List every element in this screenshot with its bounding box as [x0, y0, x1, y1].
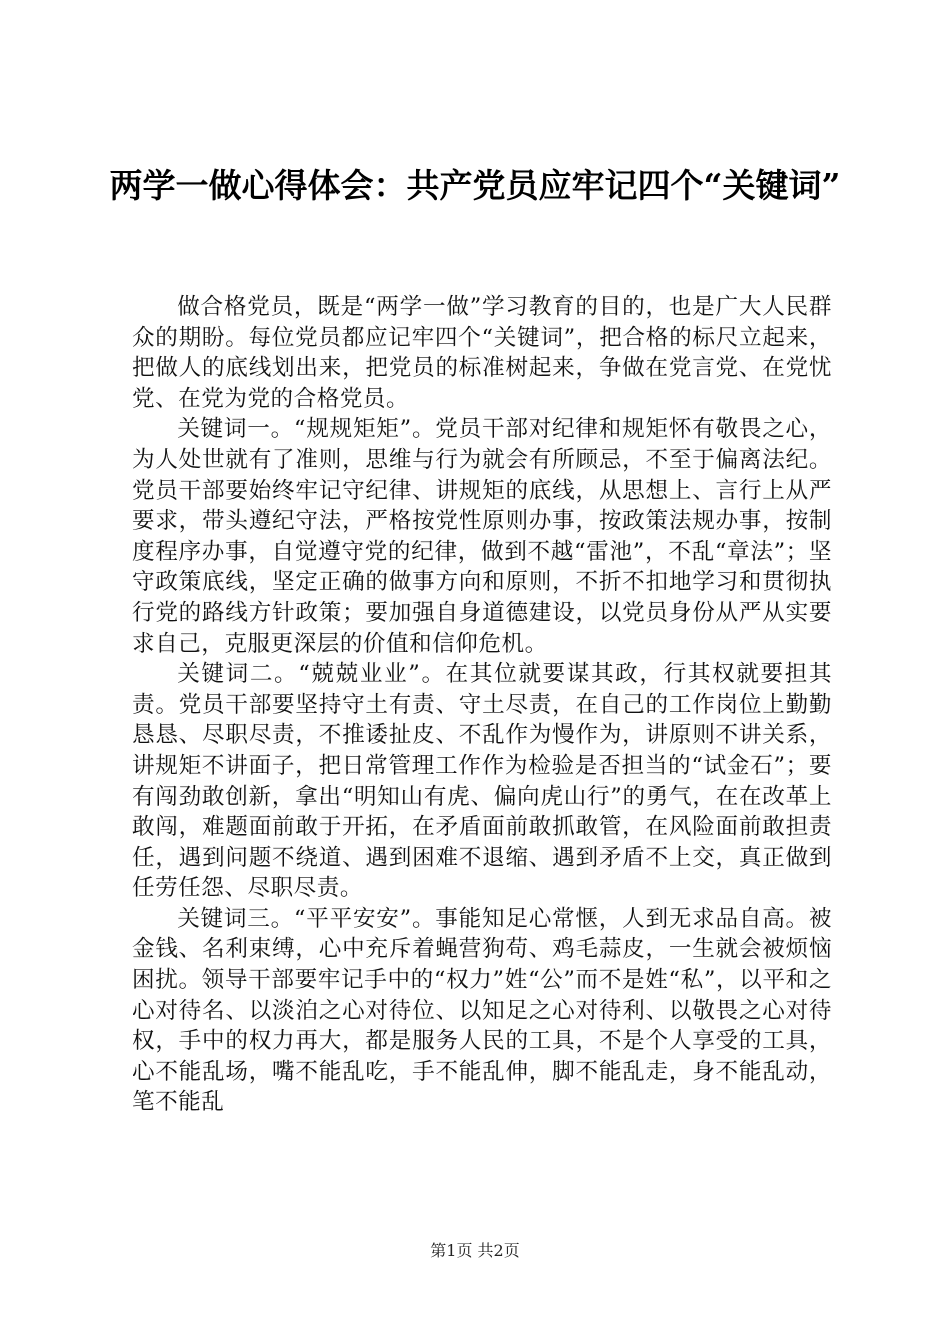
document-body	[132, 292, 832, 1118]
paragraph-keyword-three: 关键词三。“平平安安”。事能知足心常惬，人到无求品自高。被金钱、名利束缚，心中充斥着蝇营狗苟、鸡毛蒜皮，一生就会被烦恼困扰。领导干部要牢记手中的“权力”姓“公”而不是姓“私”，以平和之心对待名、以淡泊之心对待位、以知足之心对待利、以敬畏之心对待权，手中的权力再大，都是服务人民的工具，不是个人享受的工具，心不能乱场，嘴不能乱吃，手不能乱伸，脚不能乱走，身不能乱动，笔不能乱	[132, 905, 832, 1116]
document-title: 两学一做心得体会：共产党员应牢记四个“关键词”	[109, 166, 841, 205]
page-number-footer: 第1页 共2页	[430, 1241, 520, 1260]
paragraph-keyword-one: 关键词一。“规规矩矩”。党员干部对纪律和规矩怀有敬畏之心，为人处世就有了准则，思维与行为就会有所顾忌，不至于偏离法纪。党员干部要始终牢记守纪律、讲规矩的底线，从思想上、言行上从严要求，带头遵纪守法，严格按党性原则办事，按政策法规办事，按制度程序办事，自觉遵守党的纪律，做到不越“雷池”，不乱“章法”；坚守政策底线，坚定正确的做事方向和原则，不折不扣地学习和贯彻执行党的路线方针政策；要加强自身道德建设，以党员身份从严从实要求自己，克服更深层的价值和信仰危机。	[132, 416, 832, 657]
paragraph-keyword-two: 关键词二。“兢兢业业”。在其位就要谋其政，行其权就要担其责。党员干部要坚持守土有责、守土尽责，在自己的工作岗位上勤勤恳恳、尽职尽责，不推诿扯皮、不乱作为慢作为，讲原则不讲关系，讲规矩不讲面子，把日常管理工作作为检验是否担当的“试金石”；要有闯劲敢创新，拿出“明知山有虎、偏向虎山行”的勇气，在在改革上敢闯，难题面前敢于开拓，在矛盾面前敢抓敢管，在风险面前敢担责任，遇到问题不绕道、遇到困难不退缩、遇到矛盾不上交，真正做到任劳任怨、尽职尽责。	[132, 661, 832, 902]
paragraph-intro: 做合格党员，既是“两学一做”学习教育的目的，也是广大人民群众的期盼。每位党员都应记牢四个“关键词”，把合格的标尺立起来，把做人的底线划出来，把党员的标准树起来，争做在党言党、在党忧党、在党为党的合格党员。	[132, 294, 832, 412]
